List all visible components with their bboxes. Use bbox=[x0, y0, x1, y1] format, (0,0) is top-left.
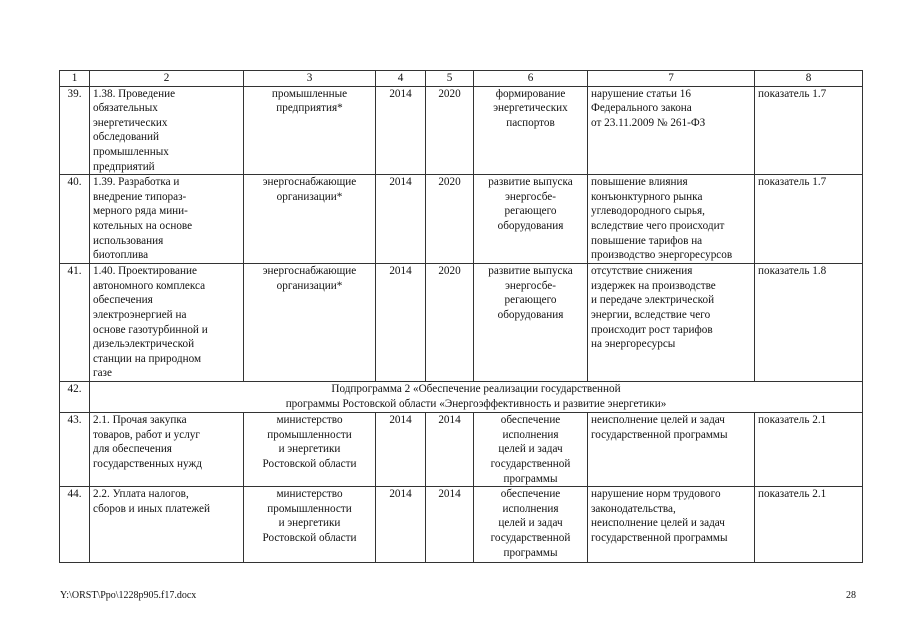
row-number: 41. bbox=[60, 264, 90, 382]
column-number: 4 bbox=[376, 71, 426, 87]
column-number: 8 bbox=[755, 71, 863, 87]
column-numbers-row bbox=[60, 71, 863, 87]
column-number: 6 bbox=[474, 71, 588, 87]
page-number: 28 bbox=[846, 590, 856, 601]
indicator: показатель 2.1 bbox=[755, 413, 863, 487]
consequences: нарушение норм трудового законодательства, неисполнение целей и задач государственной программы bbox=[588, 487, 755, 563]
consequences: нарушение статьи 16 Федерального закона от 23.11.2009 № 261-ФЗ bbox=[588, 86, 755, 175]
end-year: 2020 bbox=[426, 175, 474, 264]
end-year: 2020 bbox=[426, 86, 474, 175]
consequences: неисполнение целей и задач государственной программы bbox=[588, 413, 755, 487]
column-number: 2 bbox=[90, 71, 244, 87]
indicator: показатель 1.8 bbox=[755, 264, 863, 382]
measures-table bbox=[59, 70, 863, 563]
end-year: 2014 bbox=[426, 413, 474, 487]
indicator: показатель 1.7 bbox=[755, 86, 863, 175]
column-number: 7 bbox=[588, 71, 755, 87]
indicator: показатель 1.7 bbox=[755, 175, 863, 264]
subprogram-row bbox=[60, 382, 863, 413]
start-year: 2014 bbox=[376, 264, 426, 382]
consequences: отсутствие снижения издержек на производстве и передаче электрической энергии, вследствие чего происходит рост тарифов на энергоресурсы bbox=[588, 264, 755, 382]
measure-name: 1.38. Проведение обязательных энергетических обследований промышленных предприятий bbox=[90, 86, 244, 175]
row-number: 43. bbox=[60, 413, 90, 487]
executor: энергоснабжающие организации* bbox=[244, 175, 376, 264]
executor: министерство промышленности и энергетики Ростовской области bbox=[244, 413, 376, 487]
start-year: 2014 bbox=[376, 175, 426, 264]
executor: промышленные предприятия* bbox=[244, 86, 376, 175]
expected-result: развитие выпуска энергосбе- регающего оборудования bbox=[474, 175, 588, 264]
end-year: 2020 bbox=[426, 264, 474, 382]
executor: министерство промышленности и энергетики Ростовской области bbox=[244, 487, 376, 563]
column-number: 3 bbox=[244, 71, 376, 87]
expected-result: формирование энергетических паспортов bbox=[474, 86, 588, 175]
footer-file-path: Y:\ORST\Ppo\1228p905.f17.docx bbox=[60, 590, 197, 601]
expected-result: обеспечение исполнения целей и задач государственной программы bbox=[474, 413, 588, 487]
expected-result: развитие выпуска энергосбе- регающего оборудования bbox=[474, 264, 588, 382]
start-year: 2014 bbox=[376, 487, 426, 563]
measure-name: 1.39. Разработка и внедрение типораз- мерного ряда мини- котельных на основе использования биотоплива bbox=[90, 175, 244, 264]
table-row bbox=[60, 413, 863, 487]
executor: энергоснабжающие организации* bbox=[244, 264, 376, 382]
table-row bbox=[60, 175, 863, 264]
measure-name: 1.40. Проектирование автономного комплекса обеспечения электроэнергией на основе газотурбинной и дизельэлектрической станции на природном газе bbox=[90, 264, 244, 382]
table-row bbox=[60, 264, 863, 382]
expected-result: обеспечение исполнения целей и задач государственной программы bbox=[474, 487, 588, 563]
measure-name: 2.2. Уплата налогов, сборов и иных платежей bbox=[90, 487, 244, 563]
start-year: 2014 bbox=[376, 413, 426, 487]
end-year: 2014 bbox=[426, 487, 474, 563]
row-number: 42. bbox=[60, 382, 90, 413]
row-number: 44. bbox=[60, 487, 90, 563]
row-number: 39. bbox=[60, 86, 90, 175]
column-number: 5 bbox=[426, 71, 474, 87]
subprogram-title: Подпрограмма 2 «Обеспечение реализации государственной программы Ростовской области «Энергоэффективность и развитие энергетики» bbox=[90, 382, 863, 413]
column-number: 1 bbox=[60, 71, 90, 87]
measure-name: 2.1. Прочая закупка товаров, работ и услуг для обеспечения государственных нужд bbox=[90, 413, 244, 487]
table-row bbox=[60, 86, 863, 175]
indicator: показатель 2.1 bbox=[755, 487, 863, 563]
start-year: 2014 bbox=[376, 86, 426, 175]
table-row bbox=[60, 487, 863, 563]
row-number: 40. bbox=[60, 175, 90, 264]
consequences: повышение влияния конъюнктурного рынка углеводородного сырья, вследствие чего происходит повышение тарифов на производство энергоресурсов bbox=[588, 175, 755, 264]
